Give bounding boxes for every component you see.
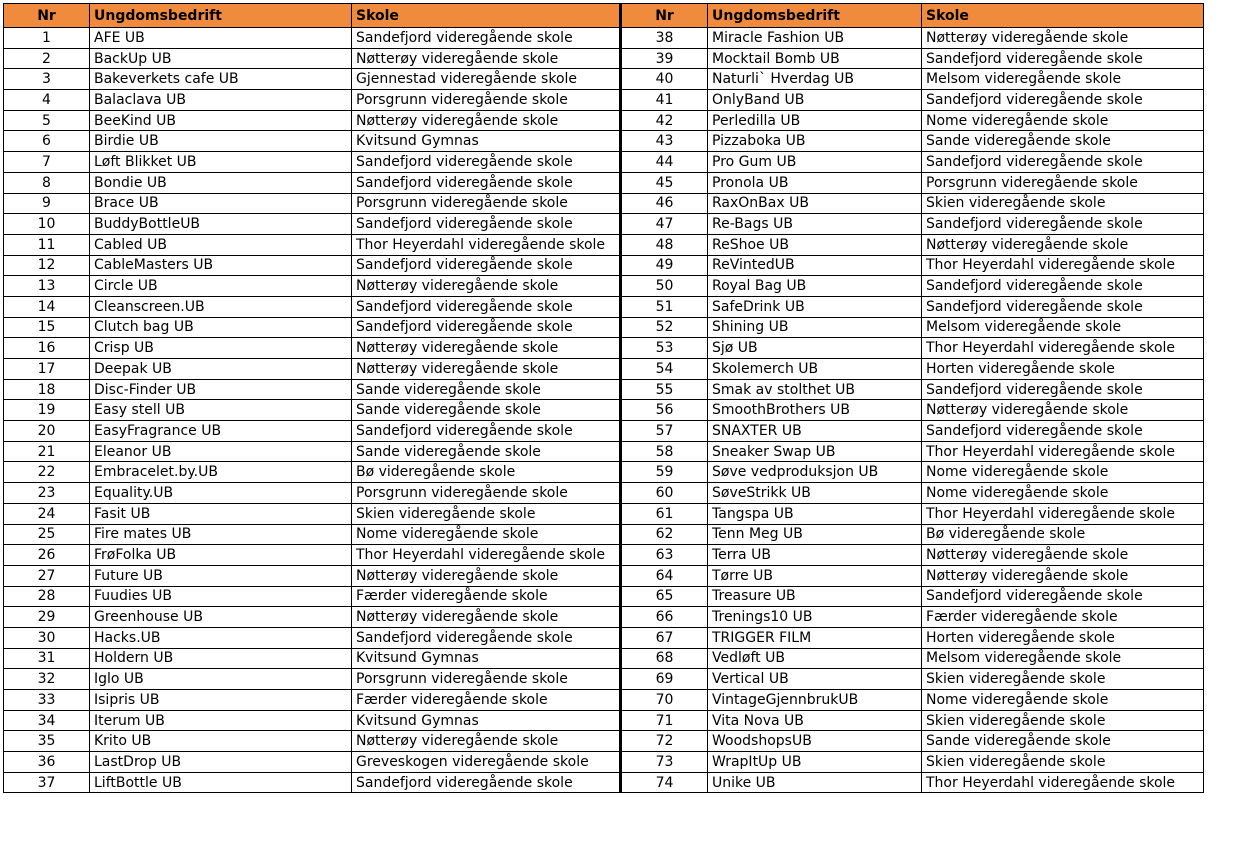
cell-company[interactable]: Vedløft UB — [708, 648, 922, 669]
cell-school[interactable]: Thor Heyerdahl videregående skole — [922, 441, 1204, 462]
cell-company[interactable]: Equality.UB — [90, 483, 352, 504]
cell-school[interactable]: Sandefjord videregående skole — [352, 152, 621, 173]
table-row — [4, 214, 1204, 235]
cell-nr[interactable]: 32 — [4, 669, 90, 690]
cell-school[interactable]: Sandefjord videregående skole — [922, 586, 1204, 607]
cell-company[interactable]: Clutch bag UB — [90, 317, 352, 338]
table-row — [4, 524, 1204, 545]
cell-nr[interactable]: 3 — [4, 69, 90, 90]
cell-school[interactable]: Sande videregående skole — [922, 131, 1204, 152]
cell-school[interactable]: Sandefjord videregående skole — [922, 296, 1204, 317]
cell-school[interactable]: Kvitsund Gymnas — [352, 710, 621, 731]
cell-company[interactable]: Hacks.UB — [90, 627, 352, 648]
cell-company[interactable]: LastDrop UB — [90, 752, 352, 773]
cell-nr[interactable]: 65 — [621, 586, 708, 607]
cell-company[interactable]: WrapItUp UB — [708, 752, 922, 773]
cell-nr[interactable]: 6 — [4, 131, 90, 152]
cell-nr[interactable]: 42 — [621, 110, 708, 131]
cell-nr[interactable]: 63 — [621, 545, 708, 566]
header-company: Ungdomsbedrift — [708, 4, 922, 28]
cell-company[interactable]: Søve vedproduksjon UB — [708, 462, 922, 483]
cell-nr[interactable]: 50 — [621, 276, 708, 297]
cell-company[interactable]: CableMasters UB — [90, 255, 352, 276]
cell-school[interactable]: Nome videregående skole — [922, 483, 1204, 504]
cell-school[interactable]: Horten videregående skole — [922, 627, 1204, 648]
cell-nr[interactable]: 28 — [4, 586, 90, 607]
cell-company[interactable]: AFE UB — [90, 28, 352, 49]
cell-nr[interactable]: 9 — [4, 193, 90, 214]
cell-company[interactable]: Terra UB — [708, 545, 922, 566]
cell-school[interactable]: Nøtterøy videregående skole — [922, 400, 1204, 421]
cell-company[interactable]: FrøFolka UB — [90, 545, 352, 566]
cell-school[interactable]: Sandefjord videregående skole — [352, 214, 621, 235]
cell-company[interactable]: Mocktail Bomb UB — [708, 48, 922, 69]
cell-nr[interactable]: 48 — [621, 234, 708, 255]
cell-school[interactable]: Skien videregående skole — [922, 710, 1204, 731]
cell-school[interactable]: Nøtterøy videregående skole — [352, 276, 621, 297]
cell-school[interactable]: Nome videregående skole — [922, 110, 1204, 131]
cell-company[interactable]: Disc-Finder UB — [90, 379, 352, 400]
cell-company[interactable]: SmoothBrothers UB — [708, 400, 922, 421]
cell-company[interactable]: Shining UB — [708, 317, 922, 338]
cell-school[interactable]: Thor Heyerdahl videregående skole — [922, 338, 1204, 359]
cell-school[interactable]: Sandefjord videregående skole — [352, 255, 621, 276]
cell-school[interactable]: Horten videregående skole — [922, 359, 1204, 380]
cell-nr[interactable]: 55 — [621, 379, 708, 400]
header-nr: Nr — [621, 4, 708, 28]
header-school: Skole — [922, 4, 1204, 28]
cell-company[interactable]: Embracelet.by.UB — [90, 462, 352, 483]
cell-company[interactable]: ReVintedUB — [708, 255, 922, 276]
cell-school[interactable]: Sande videregående skole — [922, 731, 1204, 752]
table-row — [4, 607, 1204, 628]
cell-company[interactable]: Eleanor UB — [90, 441, 352, 462]
cell-company[interactable]: Balaclava UB — [90, 90, 352, 111]
table-row — [4, 48, 1204, 69]
table-row — [4, 400, 1204, 421]
cell-school[interactable]: Skien videregående skole — [352, 503, 621, 524]
cell-nr[interactable]: 53 — [621, 338, 708, 359]
table-row — [4, 172, 1204, 193]
table-row — [4, 152, 1204, 173]
cell-company[interactable]: Unike UB — [708, 772, 922, 793]
cell-nr[interactable]: 36 — [4, 752, 90, 773]
cell-company[interactable]: Miracle Fashion UB — [708, 28, 922, 49]
cell-company[interactable]: OnlyBand UB — [708, 90, 922, 111]
cell-company[interactable]: Pronola UB — [708, 172, 922, 193]
cell-nr[interactable]: 74 — [621, 772, 708, 793]
cell-nr[interactable]: 64 — [621, 565, 708, 586]
cell-company[interactable]: Sneaker Swap UB — [708, 441, 922, 462]
cell-nr[interactable]: 25 — [4, 524, 90, 545]
cell-nr[interactable]: 69 — [621, 669, 708, 690]
table-row — [4, 772, 1204, 793]
cell-company[interactable]: Easy stell UB — [90, 400, 352, 421]
cell-company[interactable]: BackUp UB — [90, 48, 352, 69]
cell-company[interactable]: SafeDrink UB — [708, 296, 922, 317]
cell-company[interactable]: Pro Gum UB — [708, 152, 922, 173]
table-row — [4, 752, 1204, 773]
table-row — [4, 690, 1204, 711]
cell-nr[interactable]: 67 — [621, 627, 708, 648]
cell-nr[interactable]: 57 — [621, 421, 708, 442]
cell-school[interactable]: Kvitsund Gymnas — [352, 131, 621, 152]
cell-nr[interactable]: 43 — [621, 131, 708, 152]
cell-company[interactable]: Iterum UB — [90, 710, 352, 731]
header-company: Ungdomsbedrift — [90, 4, 352, 28]
cell-company[interactable]: VintageGjennbrukUB — [708, 690, 922, 711]
cell-school[interactable]: Nome videregående skole — [922, 462, 1204, 483]
cell-company[interactable]: Iglo UB — [90, 669, 352, 690]
cell-nr[interactable]: 49 — [621, 255, 708, 276]
cell-school[interactable]: Sandefjord videregående skole — [922, 90, 1204, 111]
cell-company[interactable]: Skolemerch UB — [708, 359, 922, 380]
cell-nr[interactable]: 46 — [621, 193, 708, 214]
cell-school[interactable]: Nøtterøy videregående skole — [352, 110, 621, 131]
cell-school[interactable]: Thor Heyerdahl videregående skole — [922, 503, 1204, 524]
cell-nr[interactable]: 5 — [4, 110, 90, 131]
cell-school[interactable]: Nøtterøy videregående skole — [352, 731, 621, 752]
cell-nr[interactable]: 35 — [4, 731, 90, 752]
cell-school[interactable]: Nøtterøy videregående skole — [922, 545, 1204, 566]
cell-company[interactable]: EasyFragrance UB — [90, 421, 352, 442]
cell-school[interactable]: Sandefjord videregående skole — [922, 276, 1204, 297]
table-body — [4, 28, 1204, 793]
cell-nr[interactable]: 19 — [4, 400, 90, 421]
cell-nr[interactable]: 58 — [621, 441, 708, 462]
cell-company[interactable]: Greenhouse UB — [90, 607, 352, 628]
cell-nr[interactable]: 37 — [4, 772, 90, 793]
cell-school[interactable]: Nøtterøy videregående skole — [352, 607, 621, 628]
table-row — [4, 359, 1204, 380]
cell-company[interactable]: Isipris UB — [90, 690, 352, 711]
cell-nr[interactable]: 12 — [4, 255, 90, 276]
cell-company[interactable]: Vertical UB — [708, 669, 922, 690]
cell-school[interactable]: Melsom videregående skole — [922, 317, 1204, 338]
cell-school[interactable]: Sandefjord videregående skole — [352, 296, 621, 317]
cell-school[interactable]: Thor Heyerdahl videregående skole — [352, 545, 621, 566]
table-row — [4, 131, 1204, 152]
cell-school[interactable]: Thor Heyerdahl videregående skole — [922, 772, 1204, 793]
table-row — [4, 421, 1204, 442]
cell-nr[interactable]: 20 — [4, 421, 90, 442]
table-row — [4, 317, 1204, 338]
cell-company[interactable]: Holdern UB — [90, 648, 352, 669]
cell-school[interactable]: Melsom videregående skole — [922, 648, 1204, 669]
cell-school[interactable]: Greveskogen videregående skole — [352, 752, 621, 773]
cell-nr[interactable]: 23 — [4, 483, 90, 504]
cell-nr[interactable]: 73 — [621, 752, 708, 773]
cell-nr[interactable]: 14 — [4, 296, 90, 317]
cell-school[interactable]: Nome videregående skole — [922, 690, 1204, 711]
cell-school[interactable]: Bø videregående skole — [352, 462, 621, 483]
cell-company[interactable]: Perledilla UB — [708, 110, 922, 131]
cell-school[interactable]: Kvitsund Gymnas — [352, 648, 621, 669]
cell-company[interactable]: Treasure UB — [708, 586, 922, 607]
cell-nr[interactable]: 51 — [621, 296, 708, 317]
table-row — [4, 462, 1204, 483]
table-row — [4, 731, 1204, 752]
cell-school[interactable]: Porsgrunn videregående skole — [352, 669, 621, 690]
cell-school[interactable]: Nøtterøy videregående skole — [922, 565, 1204, 586]
cell-nr[interactable]: 33 — [4, 690, 90, 711]
cell-nr[interactable]: 70 — [621, 690, 708, 711]
cell-nr[interactable]: 72 — [621, 731, 708, 752]
cell-school[interactable]: Nøtterøy videregående skole — [352, 565, 621, 586]
cell-school[interactable]: Gjennestad videregående skole — [352, 69, 621, 90]
cell-nr[interactable]: 24 — [4, 503, 90, 524]
cell-nr[interactable]: 59 — [621, 462, 708, 483]
cell-school[interactable]: Sande videregående skole — [352, 400, 621, 421]
table-row — [4, 441, 1204, 462]
cell-company[interactable]: RaxOnBax UB — [708, 193, 922, 214]
cell-school[interactable]: Porsgrunn videregående skole — [352, 90, 621, 111]
cell-nr[interactable]: 38 — [621, 28, 708, 49]
cell-nr[interactable]: 45 — [621, 172, 708, 193]
cell-company[interactable]: Cabled UB — [90, 234, 352, 255]
cell-nr[interactable]: 4 — [4, 90, 90, 111]
cell-school[interactable]: Skien videregående skole — [922, 752, 1204, 773]
cell-school[interactable]: Sandefjord videregående skole — [352, 421, 621, 442]
table-row — [4, 110, 1204, 131]
cell-school[interactable]: Sandefjord videregående skole — [352, 317, 621, 338]
cell-nr[interactable]: 68 — [621, 648, 708, 669]
cell-nr[interactable]: 15 — [4, 317, 90, 338]
cell-school[interactable]: Sande videregående skole — [352, 379, 621, 400]
cell-company[interactable]: Løft Blikket UB — [90, 152, 352, 173]
table-row — [4, 234, 1204, 255]
cell-school[interactable]: Færder videregående skole — [922, 607, 1204, 628]
cell-school[interactable]: Færder videregående skole — [352, 690, 621, 711]
cell-nr[interactable]: 27 — [4, 565, 90, 586]
cell-school[interactable]: Sandefjord videregående skole — [352, 772, 621, 793]
cell-company[interactable]: ReShoe UB — [708, 234, 922, 255]
cell-nr[interactable]: 60 — [621, 483, 708, 504]
cell-nr[interactable]: 61 — [621, 503, 708, 524]
cell-nr[interactable]: 31 — [4, 648, 90, 669]
table-row — [4, 28, 1204, 49]
cell-company[interactable]: Sjø UB — [708, 338, 922, 359]
cell-school[interactable]: Thor Heyerdahl videregående skole — [922, 255, 1204, 276]
cell-nr[interactable]: 10 — [4, 214, 90, 235]
table-row — [4, 255, 1204, 276]
cell-school[interactable]: Nome videregående skole — [352, 524, 621, 545]
cell-school[interactable]: Porsgrunn videregående skole — [352, 483, 621, 504]
cell-school[interactable]: Sandefjord videregående skole — [922, 421, 1204, 442]
cell-company[interactable]: Tørre UB — [708, 565, 922, 586]
cell-company[interactable]: TRIGGER FILM — [708, 627, 922, 648]
companies-table — [3, 3, 1204, 793]
cell-school[interactable]: Nøtterøy videregående skole — [352, 48, 621, 69]
table-row — [4, 276, 1204, 297]
cell-school[interactable]: Nøtterøy videregående skole — [922, 234, 1204, 255]
cell-company[interactable]: Brace UB — [90, 193, 352, 214]
table-row — [4, 338, 1204, 359]
table-row — [4, 296, 1204, 317]
cell-nr[interactable]: 1 — [4, 28, 90, 49]
cell-company[interactable]: WoodshopsUB — [708, 731, 922, 752]
cell-nr[interactable]: 29 — [4, 607, 90, 628]
cell-company[interactable]: Fire mates UB — [90, 524, 352, 545]
cell-company[interactable]: Pizzaboka UB — [708, 131, 922, 152]
cell-school[interactable]: Nøtterøy videregående skole — [352, 359, 621, 380]
cell-company[interactable]: Cleanscreen.UB — [90, 296, 352, 317]
cell-nr[interactable]: 17 — [4, 359, 90, 380]
cell-nr[interactable]: 34 — [4, 710, 90, 731]
cell-school[interactable]: Sandefjord videregående skole — [922, 379, 1204, 400]
cell-company[interactable]: Circle UB — [90, 276, 352, 297]
cell-nr[interactable]: 71 — [621, 710, 708, 731]
cell-nr[interactable]: 8 — [4, 172, 90, 193]
cell-nr[interactable]: 39 — [621, 48, 708, 69]
cell-company[interactable]: Naturli` Hverdag UB — [708, 69, 922, 90]
header-nr: Nr — [4, 4, 90, 28]
cell-school[interactable]: Sandefjord videregående skole — [922, 48, 1204, 69]
cell-school[interactable]: Sande videregående skole — [352, 441, 621, 462]
table-row — [4, 379, 1204, 400]
cell-company[interactable]: Tangspa UB — [708, 503, 922, 524]
cell-nr[interactable]: 62 — [621, 524, 708, 545]
cell-school[interactable]: Porsgrunn videregående skole — [922, 172, 1204, 193]
cell-school[interactable]: Thor Heyerdahl videregående skole — [352, 234, 621, 255]
cell-nr[interactable]: 52 — [621, 317, 708, 338]
cell-school[interactable]: Nøtterøy videregående skole — [352, 338, 621, 359]
cell-school[interactable]: Porsgrunn videregående skole — [352, 193, 621, 214]
cell-company[interactable]: Royal Bag UB — [708, 276, 922, 297]
cell-company[interactable]: Fuudies UB — [90, 586, 352, 607]
header-row — [4, 4, 1204, 28]
cell-school[interactable]: Sandefjord videregående skole — [922, 214, 1204, 235]
cell-company[interactable]: Smak av stolthet UB — [708, 379, 922, 400]
cell-nr[interactable]: 54 — [621, 359, 708, 380]
cell-company[interactable]: Future UB — [90, 565, 352, 586]
cell-school[interactable]: Melsom videregående skole — [922, 69, 1204, 90]
table-row — [4, 545, 1204, 566]
cell-school[interactable]: Nøtterøy videregående skole — [922, 28, 1204, 49]
cell-company[interactable]: Fasit UB — [90, 503, 352, 524]
cell-nr[interactable]: 21 — [4, 441, 90, 462]
cell-company[interactable]: Krito UB — [90, 731, 352, 752]
cell-nr[interactable]: 26 — [4, 545, 90, 566]
cell-school[interactable]: Sandefjord videregående skole — [922, 152, 1204, 173]
cell-company[interactable]: Crisp UB — [90, 338, 352, 359]
cell-nr[interactable]: 30 — [4, 627, 90, 648]
cell-company[interactable]: SøveStrikk UB — [708, 483, 922, 504]
cell-company[interactable]: Re-Bags UB — [708, 214, 922, 235]
cell-nr[interactable]: 66 — [621, 607, 708, 628]
cell-nr[interactable]: 56 — [621, 400, 708, 421]
table-row — [4, 586, 1204, 607]
table-row — [4, 565, 1204, 586]
cell-school[interactable]: Bø videregående skole — [922, 524, 1204, 545]
cell-company[interactable]: Birdie UB — [90, 131, 352, 152]
cell-nr[interactable]: 18 — [4, 379, 90, 400]
cell-nr[interactable]: 22 — [4, 462, 90, 483]
table-row — [4, 627, 1204, 648]
table-row — [4, 69, 1204, 90]
cell-nr[interactable]: 7 — [4, 152, 90, 173]
table-row — [4, 669, 1204, 690]
cell-school[interactable]: Færder videregående skole — [352, 586, 621, 607]
cell-company[interactable]: Deepak UB — [90, 359, 352, 380]
table-row — [4, 710, 1204, 731]
cell-company[interactable]: BuddyBottleUB — [90, 214, 352, 235]
cell-company[interactable]: Tenn Meg UB — [708, 524, 922, 545]
cell-nr[interactable]: 2 — [4, 48, 90, 69]
cell-nr[interactable]: 44 — [621, 152, 708, 173]
cell-nr[interactable]: 41 — [621, 90, 708, 111]
header-school: Skole — [352, 4, 621, 28]
cell-school[interactable]: Skien videregående skole — [922, 669, 1204, 690]
table-row — [4, 503, 1204, 524]
cell-nr[interactable]: 13 — [4, 276, 90, 297]
cell-nr[interactable]: 40 — [621, 69, 708, 90]
cell-company[interactable]: Bondie UB — [90, 172, 352, 193]
cell-nr[interactable]: 47 — [621, 214, 708, 235]
cell-school[interactable]: Sandefjord videregående skole — [352, 627, 621, 648]
cell-school[interactable]: Skien videregående skole — [922, 193, 1204, 214]
cell-company[interactable]: Vita Nova UB — [708, 710, 922, 731]
cell-nr[interactable]: 11 — [4, 234, 90, 255]
table-row — [4, 483, 1204, 504]
table-row — [4, 193, 1204, 214]
cell-company[interactable]: BeeKind UB — [90, 110, 352, 131]
cell-company[interactable]: Bakeverkets cafe UB — [90, 69, 352, 90]
cell-company[interactable]: SNAXTER UB — [708, 421, 922, 442]
cell-school[interactable]: Sandefjord videregående skole — [352, 172, 621, 193]
cell-school[interactable]: Sandefjord videregående skole — [352, 28, 621, 49]
cell-nr[interactable]: 16 — [4, 338, 90, 359]
cell-company[interactable]: LiftBottle UB — [90, 772, 352, 793]
table-row — [4, 90, 1204, 111]
cell-company[interactable]: Trenings10 UB — [708, 607, 922, 628]
table-row — [4, 648, 1204, 669]
